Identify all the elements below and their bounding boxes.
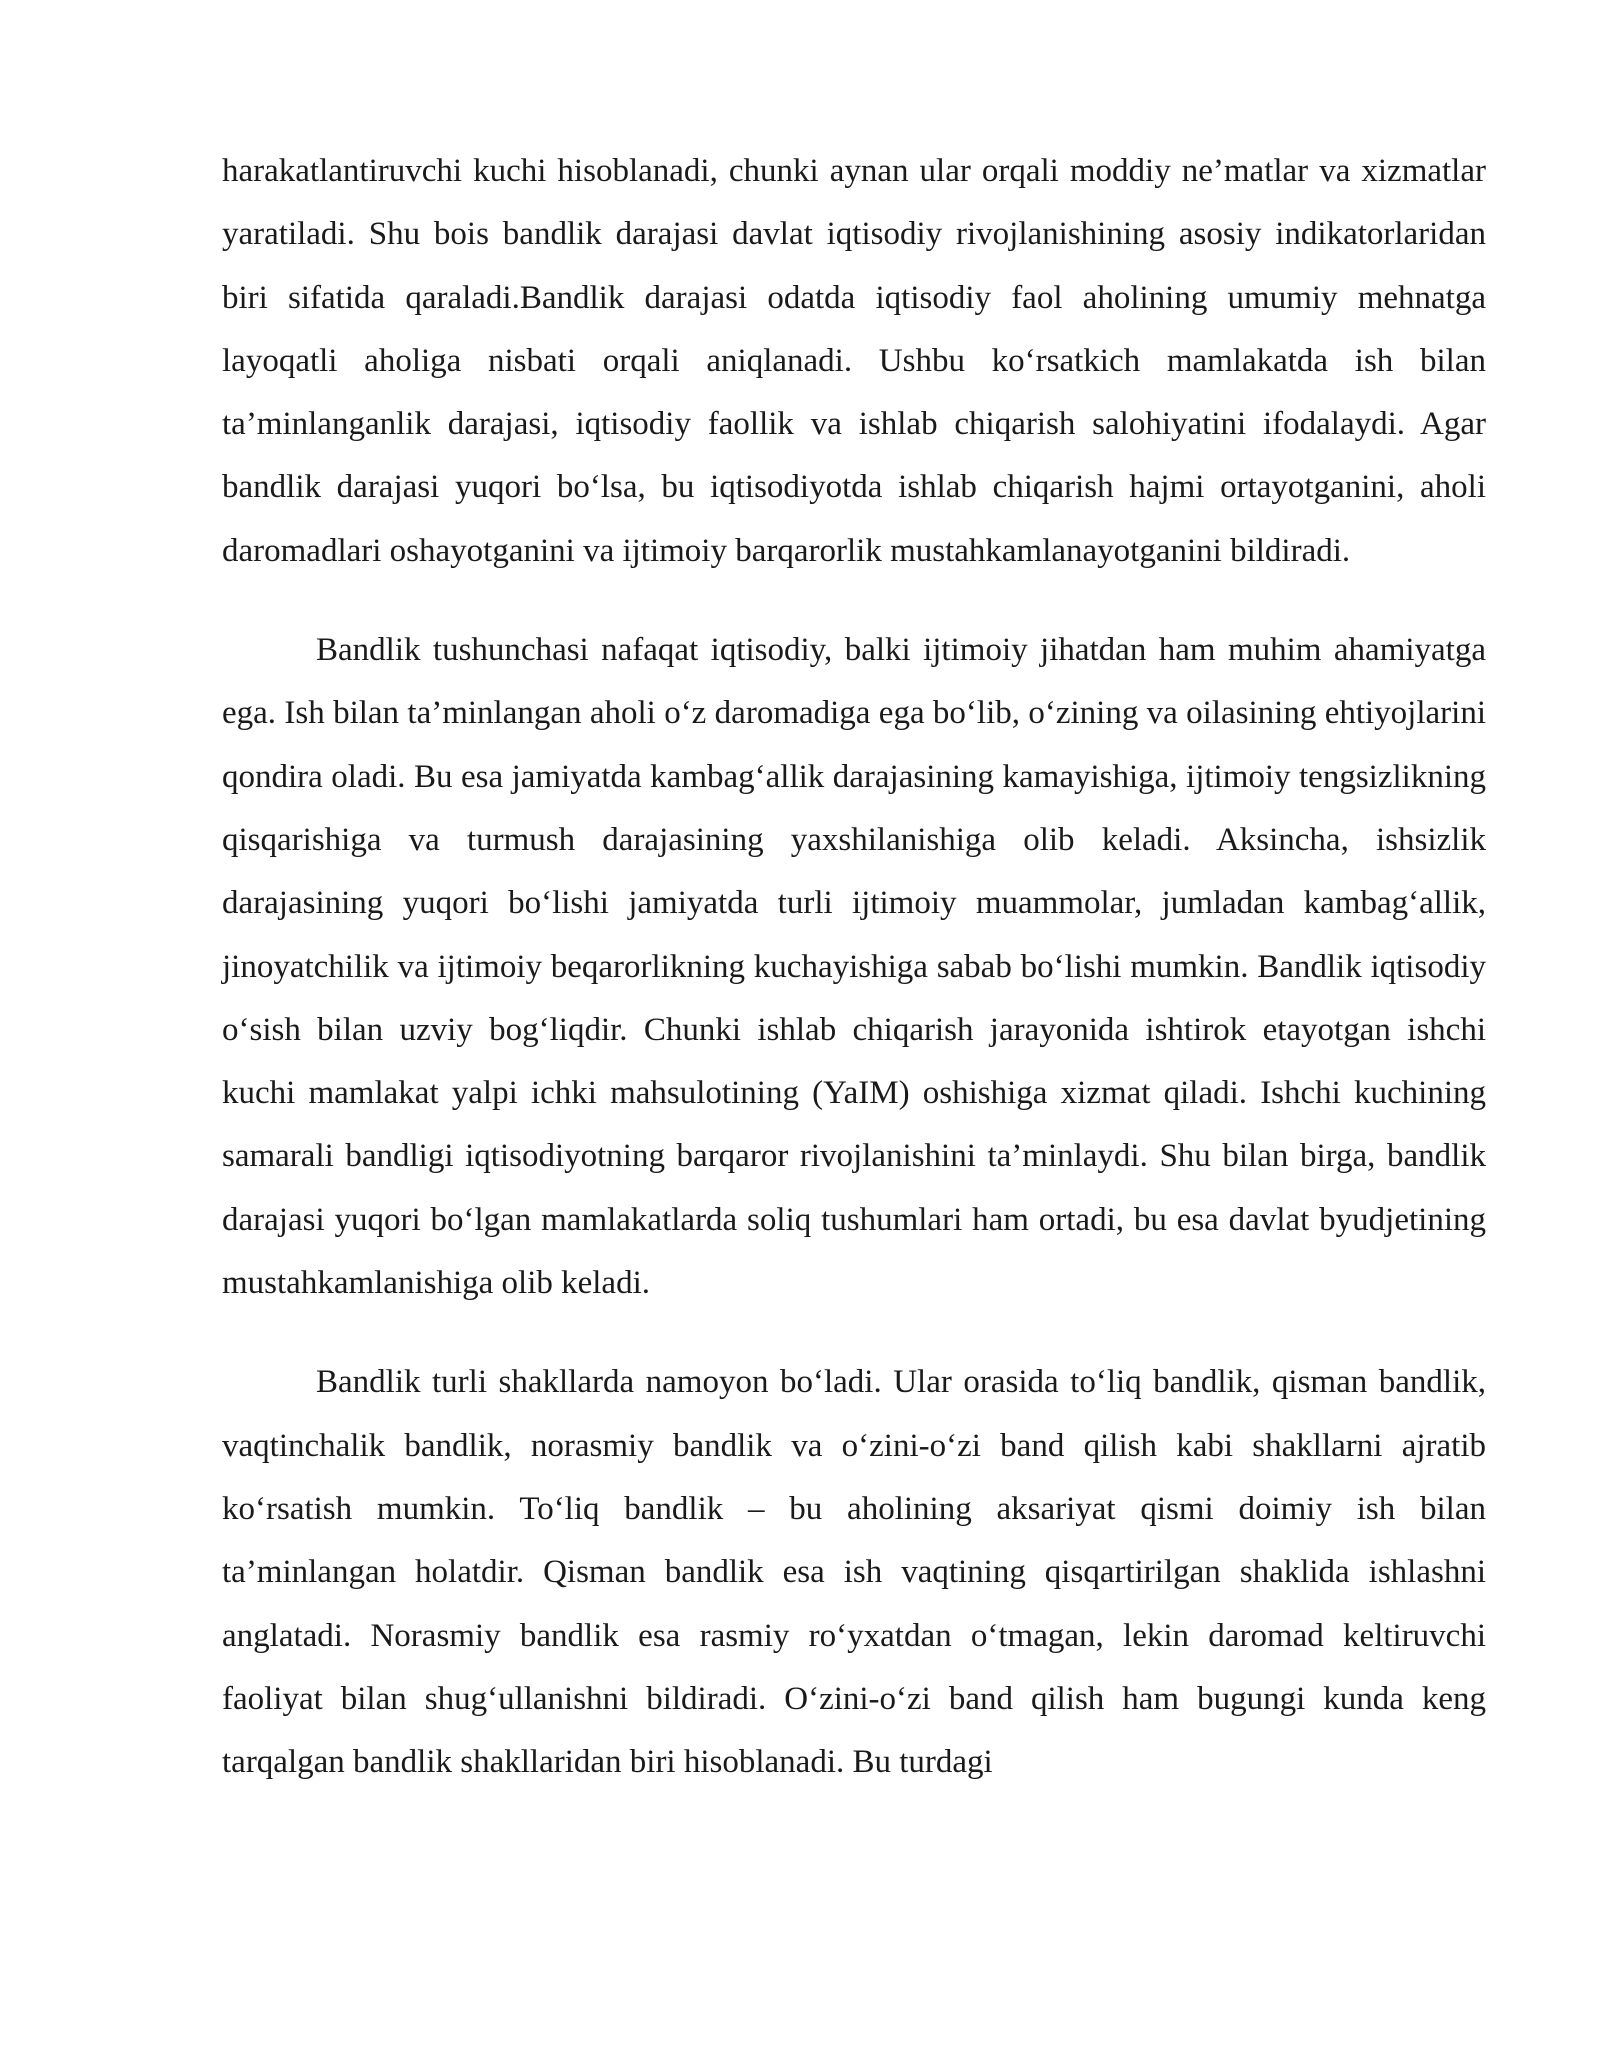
paragraph-employment-forms: Bandlik turli shakllarda namoyon bo‘ladi. Ular orasida to‘liq bandlik, qisman bandlik, vaqtinchalik bandlik, norasmiy bandlik va o‘zini-o‘zi band qilish kabi shakllarni ajratib ko‘rsatish mumkin. To‘liq bandlik – bu aholining aksariyat qismi doimiy ish bilan ta’minlangan holatdir. Qisman bandlik esa ish vaqtining qisqartirilgan shaklida ishlashni anglatadi. Norasmiy bandlik esa rasmiy ro‘yxatdan o‘tmagan, lekin daromad keltiruvchi faoliyat bilan shug‘ullanishni bildiradi. O‘zini-o‘zi band qilish ham bugungi kunda keng tarqalgan bandlik shakllaridan biri hisoblanadi. Bu turdagi bbox=[222, 1364, 1486, 1781]
paragraph-employment-concept: Bandlik tushunchasi nafaqat iqtisodiy, balki ijtimoiy jihatdan ham muhim ahamiyatga ega. Ish bilan ta’minlangan aholi o‘z daromadiga ega bo‘lib, o‘zining va oilasining ehtiyojlarini qondira oladi. Bu esa jamiyatda kambag‘allik darajasining kamayishiga, ijtimoiy tengsizlikning qisqarishiga va turmush darajasining yaxshilanishiga olib keladi. Aksincha, ishsizlik darajasining yuqori bo‘lishi jamiyatda turli ijtimoiy muammolar, jumladan kambag‘allik, jinoyatchilik va ijtimoiy beqarorlikning kuchayishiga sabab bo‘lishi mumkin. Bandlik iqtisodiy o‘sish bilan uzviy bog‘liqdir. Chunki ishlab chiqarish jarayonida ishtirok etayotgan ishchi kuchi mamlakat yalpi ichki mahsulotining (YaIM) oshishiga xizmat qiladi. Ishchi kuchining samarali bandligi iqtisodiyotning barqaror rivojlanishini ta’minlaydi. Shu bilan birga, bandlik darajasi yuqori bo‘lgan mamlakatlarda soliq tushumlari ham ortadi, bu esa davlat byudjetining mustahkamlanishiga olib keladi. bbox=[222, 632, 1486, 1302]
paragraph-continued: harakatlantiruvchi kuchi hisoblanadi, chunki aynan ular orqali moddiy ne’matlar va xizmatlar yaratiladi. Shu bois bandlik darajasi davlat iqtisodiy rivojlanishining asosiy indikatorlaridan biri sifatida qaraladi.Bandlik darajasi odatda iqtisodiy faol aholining umumiy mehnatga layoqatli aholiga nisbati orqali aniqlanadi. Ushbu ko‘rsatkich mamlakatda ish bilan ta’minlanganlik darajasi, iqtisodiy faollik va ishlab chiqarish salohiyatini ifodalaydi. Agar bandlik darajasi yuqori bo‘lsa, bu iqtisodiyotda ishlab chiqarish hajmi ortayotganini, aholi daromadlari oshayotganini va ijtimoiy barqarorlik mustahkamlanayotganini bildiradi. bbox=[222, 153, 1486, 569]
body-text bbox=[222, 140, 1486, 1794]
